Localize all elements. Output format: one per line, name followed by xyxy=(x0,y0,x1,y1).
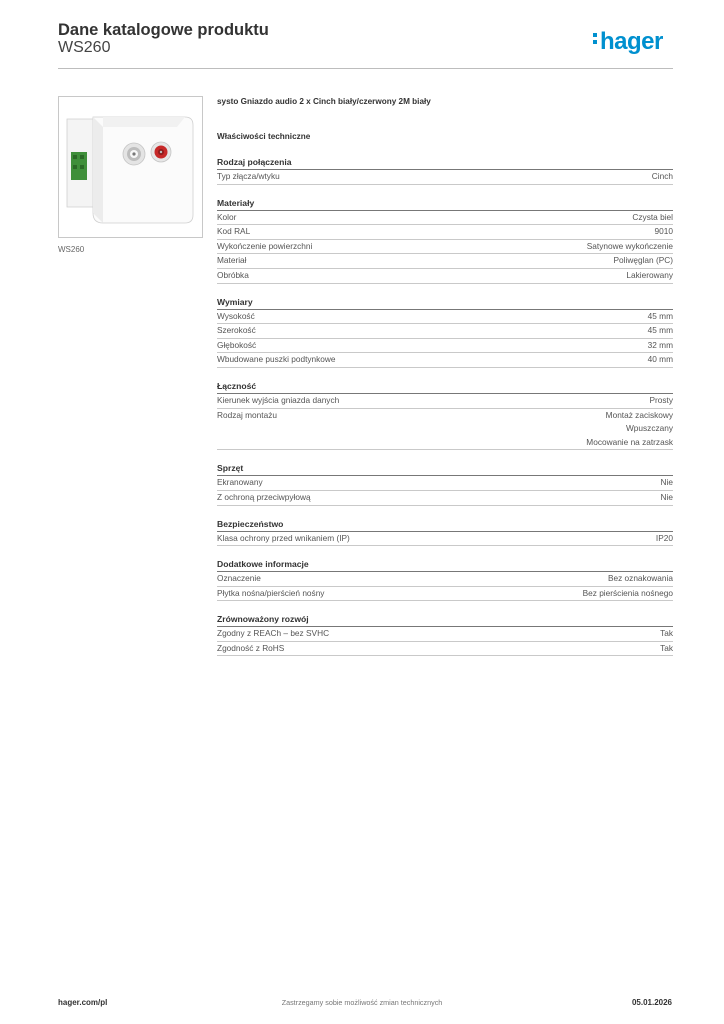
property-row xyxy=(217,394,673,409)
property-value xyxy=(648,353,673,367)
property-value xyxy=(661,491,673,505)
property-row xyxy=(217,409,673,451)
property-value xyxy=(626,269,673,283)
logo-text: hager xyxy=(600,28,663,55)
property-value-line: Nie xyxy=(660,491,673,502)
section-title: Łączność xyxy=(217,379,673,394)
property-value xyxy=(648,339,673,353)
property-value-line: Satynowe wykończenie xyxy=(586,240,673,251)
section-title: Zrównoważony rozwój xyxy=(217,612,673,627)
property-row xyxy=(217,572,673,587)
page-title: Dane katalogowe produktu xyxy=(58,21,269,39)
product-image xyxy=(58,96,203,238)
property-row xyxy=(217,170,673,185)
property-label: Kod RAL xyxy=(217,226,251,237)
property-row xyxy=(217,587,673,602)
section-title: Bezpieczeństwo xyxy=(217,517,673,532)
property-section xyxy=(217,461,673,505)
property-value xyxy=(660,642,673,656)
hager-logo xyxy=(593,29,663,55)
property-row xyxy=(217,339,673,354)
property-label: Szerokość xyxy=(217,325,256,336)
property-value-line: Montaż zaciskowy xyxy=(605,409,673,420)
property-label: Zgodność z RoHS xyxy=(217,642,285,653)
product-image-caption: WS260 xyxy=(58,245,85,254)
section-title: Materiały xyxy=(217,196,673,211)
property-value-line: 9010 xyxy=(654,226,673,237)
product-code: WS260 xyxy=(58,39,111,56)
property-row xyxy=(217,269,673,284)
section-title: Dodatkowe informacje xyxy=(217,557,673,572)
property-label: Oznaczenie xyxy=(217,573,261,584)
property-label: Rodzaj montażu xyxy=(217,409,277,420)
property-section xyxy=(217,557,673,601)
property-row xyxy=(217,225,673,240)
property-value-line: 40 mm xyxy=(647,354,673,365)
property-value-line: 45 mm xyxy=(647,325,673,336)
property-value-line: IP20 xyxy=(655,532,673,543)
property-label: Wysokość xyxy=(217,310,255,321)
property-value-line: Bez oznakowania xyxy=(607,573,673,584)
property-sections xyxy=(217,155,673,656)
audio-socket-product-photo xyxy=(59,97,202,237)
property-value-line: Tak xyxy=(660,642,673,653)
property-value xyxy=(660,627,673,641)
property-value-line: Wpuszczany xyxy=(625,423,673,434)
property-value xyxy=(586,409,673,450)
property-row xyxy=(217,254,673,269)
property-value xyxy=(655,225,673,239)
property-row xyxy=(217,532,673,547)
property-value-line: Lakierowany xyxy=(626,269,673,280)
property-value-line: Cinch xyxy=(651,171,673,181)
property-section xyxy=(217,196,673,284)
property-value xyxy=(648,324,673,338)
property-value-line: 32 mm xyxy=(647,339,673,350)
property-label: Obróbka xyxy=(217,269,249,280)
property-label: Wykończenie powierzchni xyxy=(217,240,313,251)
product-data-sheet xyxy=(217,95,673,656)
property-value-line: Nie xyxy=(660,477,673,488)
properties-heading: Właściwości techniczne xyxy=(217,132,311,141)
property-label: Głębokość xyxy=(217,339,257,350)
property-value-line: 45 mm xyxy=(647,310,673,321)
property-label: Klasa ochrony przed wnikaniem (IP) xyxy=(217,532,350,543)
property-value xyxy=(608,572,673,586)
property-label: Typ złącza/wtyku xyxy=(217,171,280,181)
property-row xyxy=(217,240,673,255)
property-label: Ekranowany xyxy=(217,477,263,488)
section-title: Rodzaj połączenia xyxy=(217,155,673,170)
footer-disclaimer: Zastrzegamy sobie możliwość zmian technicznych xyxy=(281,998,443,1007)
property-section xyxy=(217,295,673,368)
property-value-line: Poliwęglan (PC) xyxy=(613,255,673,266)
property-value-line: Mocowanie na zatrzask xyxy=(586,436,673,447)
property-value xyxy=(661,476,673,490)
property-value xyxy=(587,240,673,254)
section-title: Sprzęt xyxy=(217,461,673,476)
property-label: Kolor xyxy=(217,211,237,222)
property-label: Zgodny z REACh – bez SVHC xyxy=(217,628,330,639)
property-value-line: Prosty xyxy=(649,394,673,405)
property-label: Płytka nośna/pierścień nośny xyxy=(217,587,325,598)
property-row xyxy=(217,476,673,491)
property-section xyxy=(217,517,673,547)
property-label: Materiał xyxy=(217,255,247,266)
property-value xyxy=(652,170,673,184)
property-label: Kierunek wyjścia gniazda danych xyxy=(217,394,340,405)
footer-website: hager.com/pl xyxy=(58,998,108,1007)
logo-colon-icon xyxy=(593,30,599,47)
section-title: Wymiary xyxy=(217,295,673,310)
property-value xyxy=(648,310,673,324)
property-row xyxy=(217,211,673,226)
property-value xyxy=(632,211,673,225)
property-section xyxy=(217,612,673,656)
header-divider xyxy=(58,68,673,69)
property-value xyxy=(656,532,673,546)
footer-date: 05.01.2026 xyxy=(631,998,672,1007)
property-value-line: Bez pierścienia nośnego xyxy=(582,587,673,598)
property-value xyxy=(649,394,673,408)
property-value xyxy=(583,587,673,601)
property-row xyxy=(217,627,673,642)
property-row xyxy=(217,353,673,368)
property-value-line: Czysta biel xyxy=(632,211,673,222)
property-value xyxy=(614,254,673,268)
property-label: Z ochroną przeciwpyłową xyxy=(217,491,311,502)
property-label: Wbudowane puszki podtynkowe xyxy=(217,354,336,365)
property-row xyxy=(217,642,673,657)
product-description: systo Gniazdo audio 2 x Cinch biały/czerwony 2M biały xyxy=(217,97,431,106)
property-value-line: Tak xyxy=(660,628,673,639)
property-row xyxy=(217,324,673,339)
property-section xyxy=(217,155,673,185)
property-row xyxy=(217,491,673,506)
property-row xyxy=(217,310,673,325)
property-section xyxy=(217,379,673,450)
